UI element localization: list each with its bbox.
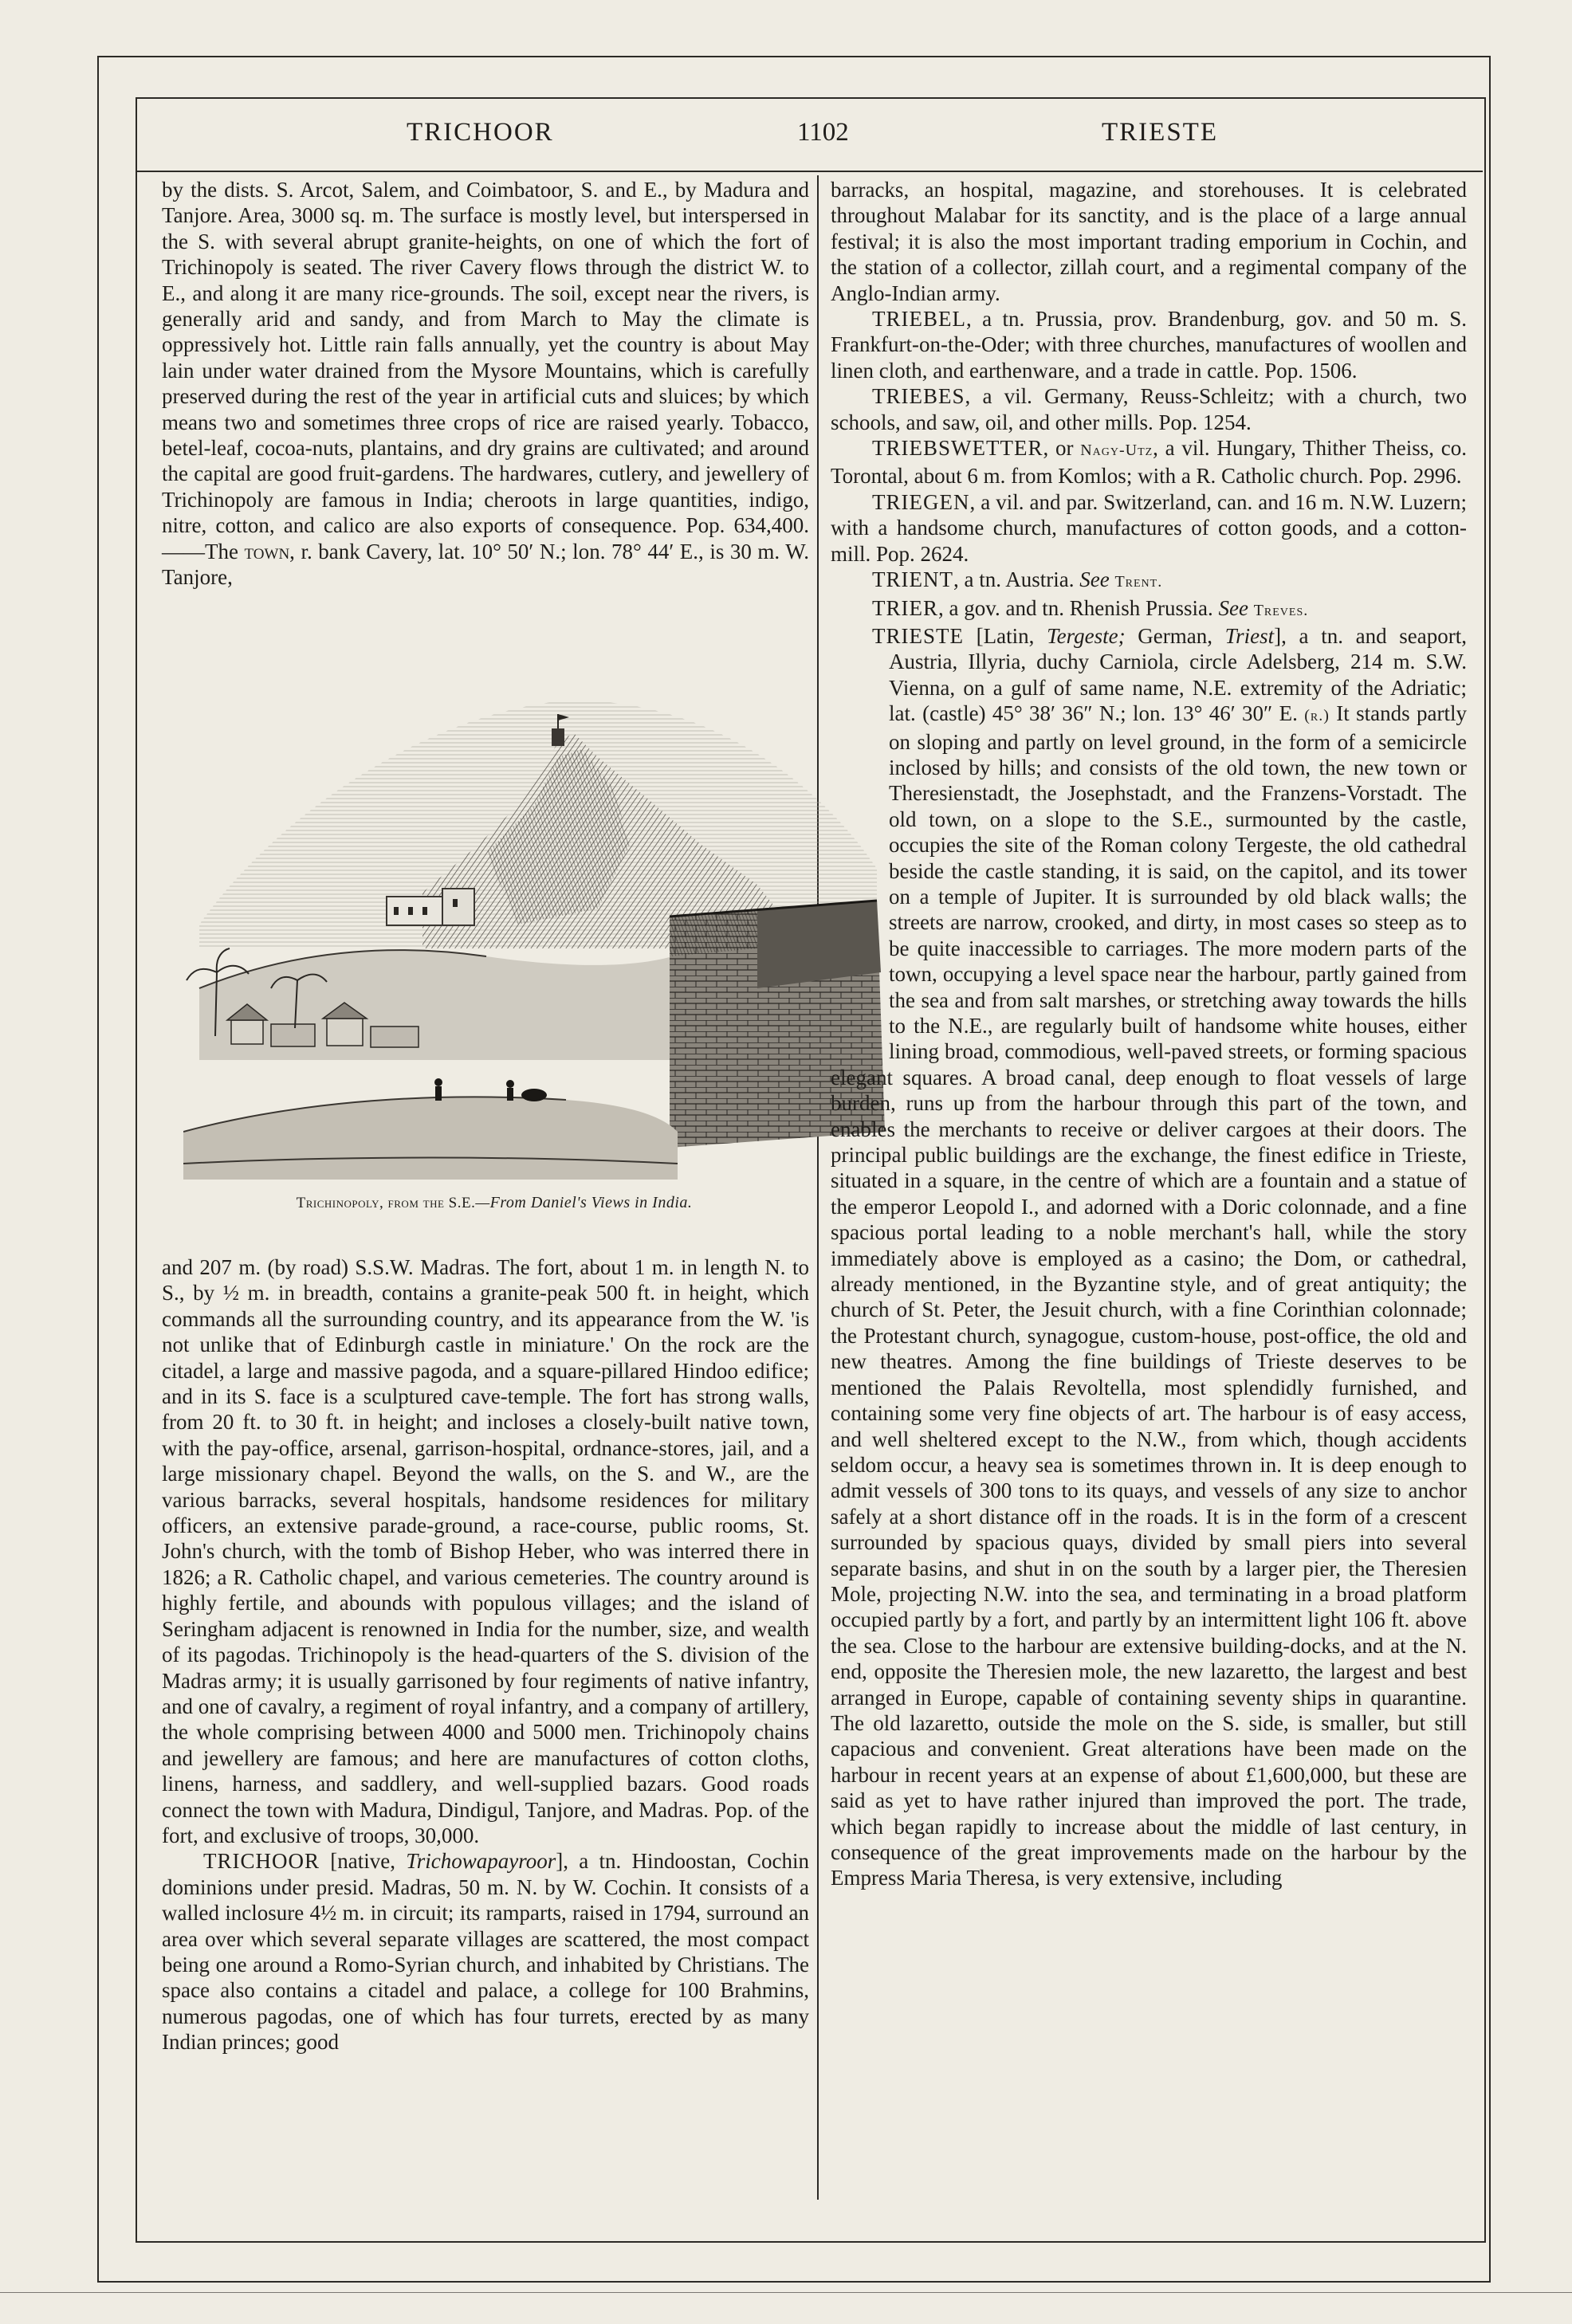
entry-triebswetter: TRIEBSWETTER, or Nagy-Utz, a vil. Hungary, Thither Theiss, co. Torontal, about 6 m. from Komlos; with a R. Catholic church. Pop. 2996. bbox=[831, 436, 1467, 489]
running-header bbox=[136, 118, 1483, 166]
header-left-word: TRICHOOR bbox=[407, 118, 554, 147]
trichinopoly-text-bottom: and 207 m. (by road) S.S.W. Madras. The fort, about 1 m. in length N. to S., by ½ m. in breadth, contains a granite-peak 500 ft. in height, which commands all the surrounding country, and its appearance from the W. 'is not unlike that of Edinburgh castle in miniature.' On the rock are the citadel, a large and massive pagoda, and a square-pillared Hindoo edifice; and in its S. face is a sculptured cave-temple. The fort has strong walls, from 20 ft. to 30 ft. in height; and incloses a closely-built native town, with the pay-office, arsenal, garrison-hospital, ordnance-stores, jail, and a large missionary chapel. Beyond the walls, on the S. and W., are the various barracks, several hospitals, handsome residences for military officers, an extensive parade-ground, a race-course, public rooms, St. John's church, with the tomb of Bishop Heber, who was interred there in 1826; a R. Catholic chapel, and various cemeteries. The country around is highly fertile, and abounds with populous villages; and the island of Seringham adjacent is renowned in India for the number, size, and wealth of its pagodas. Trichinopoly is the head-quarters of the S. division of the Madras army; it is usually garrisoned by four regiments of native infantry, and one of cavalry, a regiment of royal infantry, and a company of artillery, the whole comprising between 4000 and 5000 men. Trichinopoly chains and jewellery are famous; and here are manufactures of cotton cloths, linens, harness, and saddlery, and well-supplied bazars. Good roads connect the town with Madura, Dindigul, Tanjore, and Madras. Pop. of the fort, and exclusive of troops, 30,000. bbox=[162, 1255, 809, 1847]
illustration-caption: Trichinopoly, from the S.E.—From Daniel's Views in India. bbox=[296, 1194, 693, 1211]
entry-triebel: TRIEBEL, a tn. Prussia, prov. Brandenburg, gov. and 50 m. S. Frankfurt-on-the-Oder; with three churches, manufactures of woollen and linen cloth, and earthenware, and a trade in cattle. Pop. 1506. bbox=[831, 307, 1467, 383]
page-number: 1102 bbox=[797, 118, 849, 147]
column-divider bbox=[817, 175, 819, 2200]
entry-trier: TRIER, a gov. and tn. Rhenish Prussia. See Treves. bbox=[872, 595, 1309, 620]
right-column bbox=[831, 177, 1467, 1891]
left-column-bottom bbox=[162, 1254, 809, 2055]
entry-trieste: TRIESTE [Latin, Tergeste; German, Triest ], a tn. and seaport, Austria, Illyria, duchy Carniola, circle Adelsberg, 214 m. S.W. Vienna, on a gulf of same name, N.E. extremity of the Adriatic; lat. (castle) 45° 38′ 36″ N.; lon. 13° 46′ 30″ E. (r.) It stands partly on sloping and partly on level ground, in the form of a semicircle inclosed by hills; and consists of the old town, the new town or Theresienstadt, the Josephstadt, and the Franzens-Vorstadt. The old town, on a slope to the S.E., surmounted by the castle, occupies the site of the Roman colony Tergeste, the old cathedral beside the castle standing, it is said, on the capitol, and its tower on a temple of Jupiter. It is surrounded by old black walls; the streets are narrow, crooked, and dirty, in most cases so steep as to be quite inaccessible to carriages. The more modern parts of the town, occupying a level space near the harbour, partly gained from the sea and from salt marshes, or stretching away towards the hills to the N.E., are regularly built of handsome white houses, either lining broad, commodious, well-paved streets, or forming spacious elegant squares. A broad canal, deep enough to float vessels of large burden, runs up from the harbour through this part of the town, and enables the merchants to receive or deliver cargoes at their doors. The principal public buildings are the exchange, the finest edifice in Trieste, situated in a square, in the centre of which are a fountain and a statue of the emperor Leopold I., and adorned with a Doric colonnade, and a fine spacious portal leading to a noble merchant's hall, while the story immediately above is employed as a casino; the Dom, or cathedral, already mentioned, in the Byzantine style, and of great antiquity; the church of St. Peter, the Jesuit church, with a fine Corinthian colonnade; the Protestant church, synagogue, custom-house, post-office, the old and new theatres. Among the fine buildings of Trieste deserves to be mentioned the Palais Revoltella, most splendidly furnished, and containing some very fine objects of art. The harbour is of easy access, and well sheltered except to the N.W., from which, though accidents seldom occur, a heavy sea is sometimes thrown in. It is deep enough to admit vessels of 300 tons to its quays, and vessels of any size to anchor safely at a short distance off in the roads. It is in the form of a crescent surrounded by spacious quays, divided by small piers into several separate basins, and shut in on the south by a larger pier, the Theresien Mole, projecting N.W. into the sea, and terminating in a broad platform occupied partly by a fort, and partly by an intermittent light 106 ft. above the sea. Close to the harbour are extensive building-docks, and at the N. end, opposite the Theresien mole, the new lazaretto, the largest and best arranged in Europe, capable of containing seventy ships in quarantine. The old lazaretto, outside the mole on the S. side, is smaller, but still capacious and convenient. Great alterations have been made on the harbour in recent years at an expense of about £1,600,000, but these are said as yet to have rather injured than improved the port. The trade, which began rapidly to increase about the middle of last century, in consequence of the great improvements made on the harbour by the Empress Maria Theresa, is very extensive, including bbox=[831, 623, 1467, 1890]
left-column-top bbox=[162, 177, 809, 591]
bottom-edge-rule bbox=[0, 2292, 1572, 2293]
entry-trient: TRIENT, a tn. Austria. See Trent. bbox=[872, 567, 1163, 592]
trichoor-continuation: barracks, an hospital, magazine, and storehouses. It is celebrated throughout Malabar for its sanctity, and is the place of a large annual festival; it is also the most important trading emporium in Cochin, and the station of a collector, zillah court, and a regimental company of the Anglo-Indian army. bbox=[831, 178, 1467, 305]
header-right-word: TRIESTE bbox=[1102, 118, 1218, 147]
entry-triebes: TRIEBES, a vil. Germany, Reuss-Schleitz; with a church, two schools, and saw, oil, and other mills. Pop. 1254. bbox=[831, 384, 1467, 434]
header-rule bbox=[136, 171, 1483, 172]
trichinopoly-text-top: by the dists. S. Arcot, Salem, and Coimbatoor, S. and E., by Madura and Tanjore. Area, 3000 sq. m. The surface is mostly level, but interspersed in the S. with several abrupt granite-heights, on one of which the fort of Trichinopoly is seated. The river Cavery flows through the district W. to E., and along it are many rice-grounds. The soil, except near the rivers, is generally arid and sandy, and from March to May the climate is oppressively hot. Little rain falls annually, yet the country is about May lain under water drained from the Mysore Mountains, which is carefully preserved during the rest of the year in artificial cuts and sluices; by which means two and sometimes three crops of rice are raised yearly. Tobacco, betel-leaf, cocoa-nuts, plantains, and dry grains are cultivated; and around the capital are good fruit-gardens. The hardwares, cutlery, and jewellery of Trichinopoly are famous in India; cheroots in large quantities, indigo, nitre, cotton, and calico are also exports of consequence. Pop. 634,400.——The town, r. bank Cavery, lat. 10° 50′ N.; lon. 78° 44′ E., is 30 m. W. Tanjore, bbox=[162, 178, 809, 590]
entry-triegen: TRIEGEN, a vil. and par. Switzerland, can. and 16 m. N.W. Luzern; with a handsome church, manufactures of cotton goods, and a cotton-mill. Pop. 2624. bbox=[831, 489, 1467, 566]
entry-trichoor: TRICHOOR [native, Trichowapayroor], a tn. Hindoostan, Cochin dominions under presid. Madras, 50 m. N. by W. Cochin. It consists of a walled inclosure 4½ m. in circuit; its ramparts, raised in 1794, surround an area over which several separate villages are scattered, the most compact being one around a Romo-Syrian church, and inhabited by Christians. The space also contains a citadel and palace, a college for 100 Brahmins, numerous pagodas, one of which has four turrets, erected by as many Indian princes; good bbox=[162, 1849, 809, 2055]
